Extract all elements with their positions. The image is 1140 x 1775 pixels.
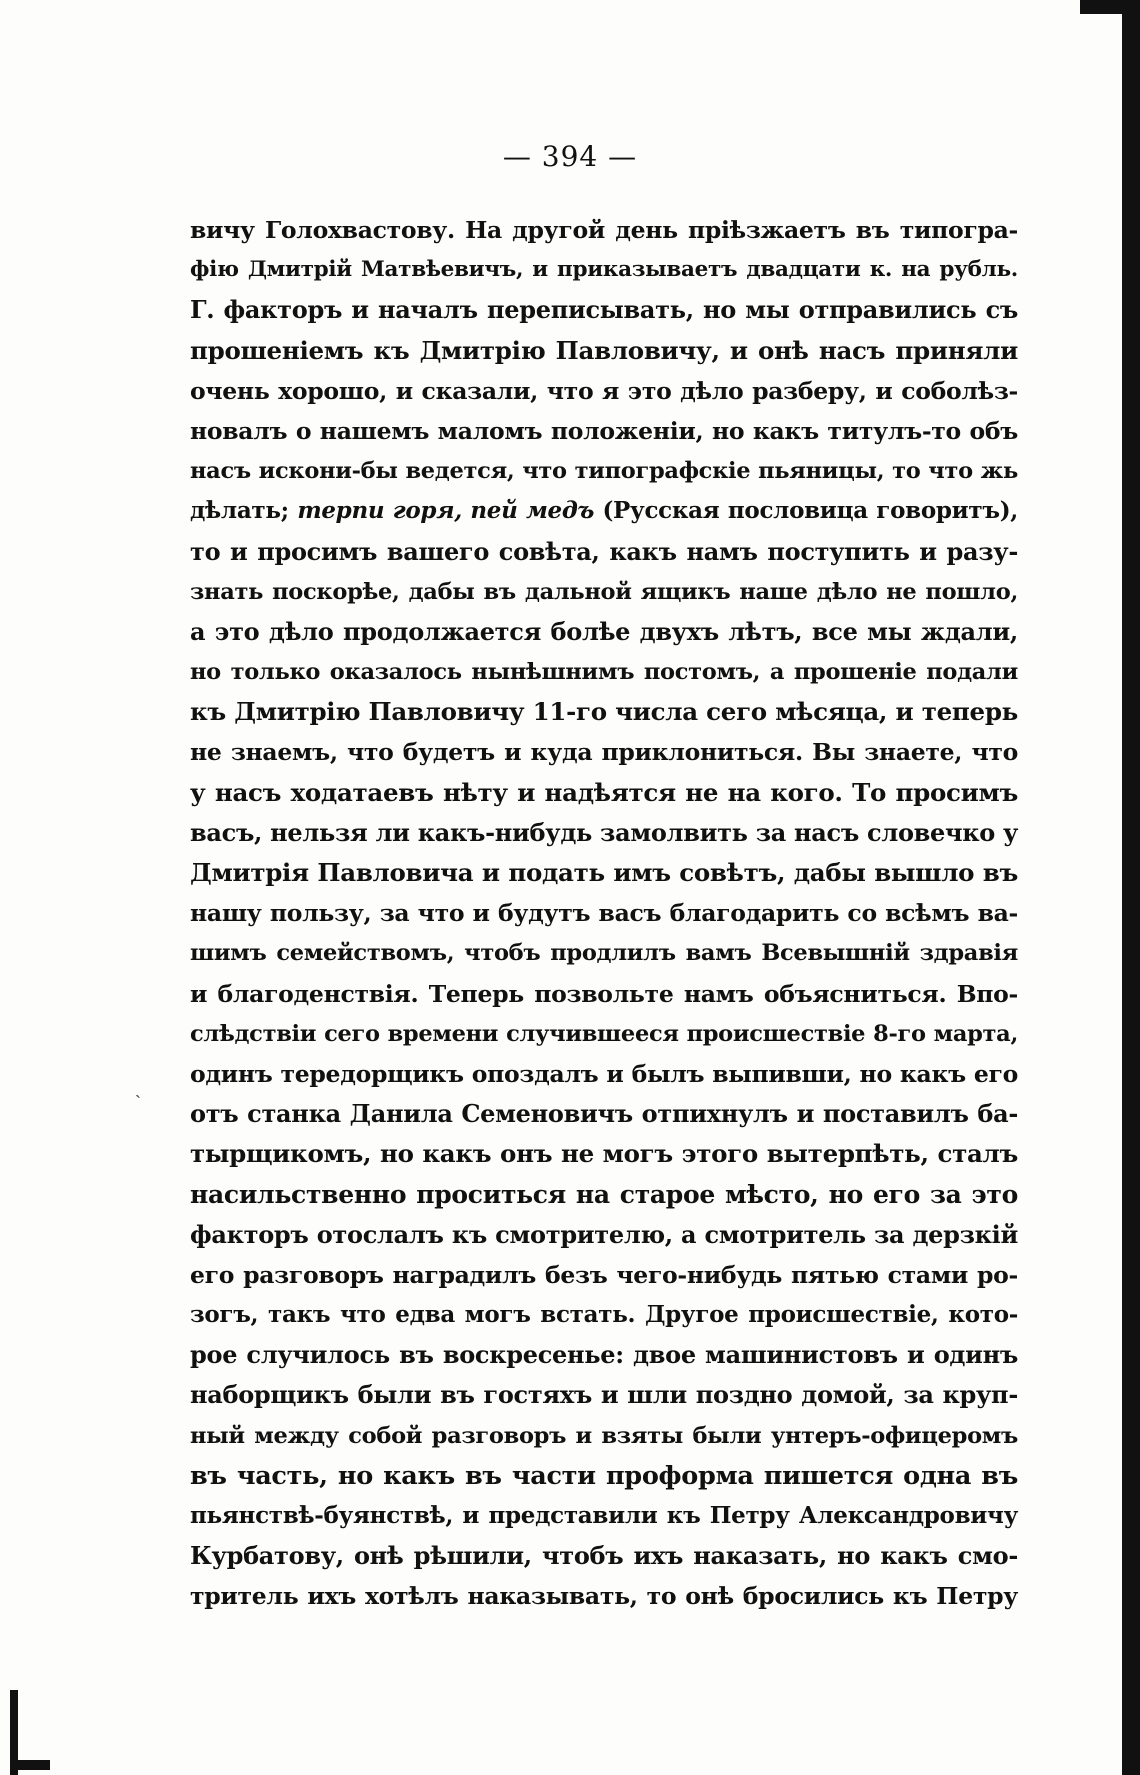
text-line: слѣдствіи сего времени случившееся происшествіе 8-го марта, <box>190 1020 1018 1047</box>
text-line: насильственно проситься на старое мѣсто, но его за это <box>190 1179 1018 1209</box>
text-line: не знаемъ, что будетъ и куда приклониться. Вы знаете, что <box>190 738 1018 767</box>
text-line: а это дѣло продолжается болѣе двухъ лѣтъ, все мы ждали, <box>190 616 1018 646</box>
page-number: — 394 — <box>502 140 638 173</box>
text-line: но только оказалось нынѣшнимъ постомъ, а прошеніе подали <box>190 659 1018 686</box>
margin-mark: ˎ <box>135 1078 141 1099</box>
text-segment: (Русская пословица говоритъ), <box>602 497 1018 525</box>
text-line: тырщикомъ, но какъ онъ не могъ этого вытерпѣть, сталъ <box>190 1139 1018 1169</box>
text-segment: дѣлать; <box>190 497 289 525</box>
text-line: то и просимъ вашего совѣта, какъ намъ поступить и разу- <box>190 536 1018 566</box>
text-line: тритель ихъ хотѣлъ наказывать, то онѣ бросились къ Петру <box>190 1582 1018 1611</box>
text-line: прошеніемъ къ Дмитрію Павловичу, и онѣ насъ приняли <box>190 335 1018 365</box>
text-line: факторъ отослалъ къ смотрителю, а смотритель за дерзкій <box>190 1219 1018 1249</box>
text-line-mixed <box>190 491 1018 531</box>
scan-binding-edge <box>1122 0 1140 1775</box>
text-line: нашу пользу, за что и будутъ васъ благодарить со всѣмъ ва- <box>190 899 1018 928</box>
text-line: васъ, нельзя ли какъ-нибудь замолвить за насъ словечко у <box>190 817 1019 847</box>
text-line: вичу Голохвастову. На другой день пріѣзжаетъ въ типогра- <box>190 216 1018 244</box>
text-line: Дмитрія Павловича и подать имъ совѣтъ, дабы вышло въ <box>190 858 1018 887</box>
text-line: насъ искони-бы ведется, что типографскіе пьяницы, то что жь <box>190 458 1018 485</box>
italic-proverb: терпи горя, пей медъ <box>297 497 594 525</box>
text-line: Курбатову, онѣ рѣшили, чтобъ ихъ наказать, но какъ смо- <box>190 1541 1018 1571</box>
text-line: Г. факторъ и началъ переписывать, но мы отправились съ <box>190 295 1018 325</box>
text-line: въ часть, но какъ въ части проформа пишется одна въ <box>190 1460 1018 1491</box>
text-line: новалъ о нашемъ маломъ положеніи, но какъ титулъ-то объ <box>190 416 1018 445</box>
text-line: его разговоръ наградилъ безъ чего-нибудь пятью стами ро- <box>190 1260 1018 1289</box>
text-line: шимъ семействомъ, чтобъ продлилъ вамъ Всевышній здравія <box>190 940 1018 967</box>
text-line: ный между собой разговоръ и взяты были унтеръ-офицеромъ <box>190 1422 1018 1449</box>
text-line: очень хорошо, и сказали, что я это дѣло разберу, и соболѣз- <box>190 376 1018 405</box>
text-line: у насъ ходатаевъ нѣту и надѣятся не на кого. То просимъ <box>190 777 1018 807</box>
text-line: и благоденствія. Теперь позвольте намъ объясниться. Впо- <box>190 979 1018 1008</box>
text-line: одинъ тередорщикъ опоздалъ и былъ выпивши, но какъ его <box>190 1059 1018 1088</box>
body-text <box>190 210 1018 1617</box>
text-line: фію Дмитрій Матвѣевичъ, и приказываетъ двадцати к. на рубль. <box>190 257 1018 283</box>
text-line: знать поскорѣе, дабы въ дальной ящикъ наше дѣло не пошло, <box>190 578 1018 605</box>
text-line: отъ станка Данила Семеновичъ отпихнулъ и поставилъ ба- <box>190 1099 1018 1129</box>
text-line: наборщикъ были въ гостяхъ и шли поздно домой, за круп- <box>190 1380 1018 1410</box>
scan-edge-foot <box>10 1760 50 1770</box>
text-line: пьянствѣ-буянствѣ, и представили къ Петру Александровичу <box>190 1502 1018 1529</box>
text-line: къ Дмитрію Павловичу 11-го числа сего мѣсяца, и теперь <box>190 697 1018 727</box>
text-line: зогъ, такъ что едва могъ встать. Другое происшествіе, кото- <box>190 1301 1018 1329</box>
text-line: рое случилось въ воскресенье: двое машинистовъ и одинъ <box>190 1340 1018 1370</box>
